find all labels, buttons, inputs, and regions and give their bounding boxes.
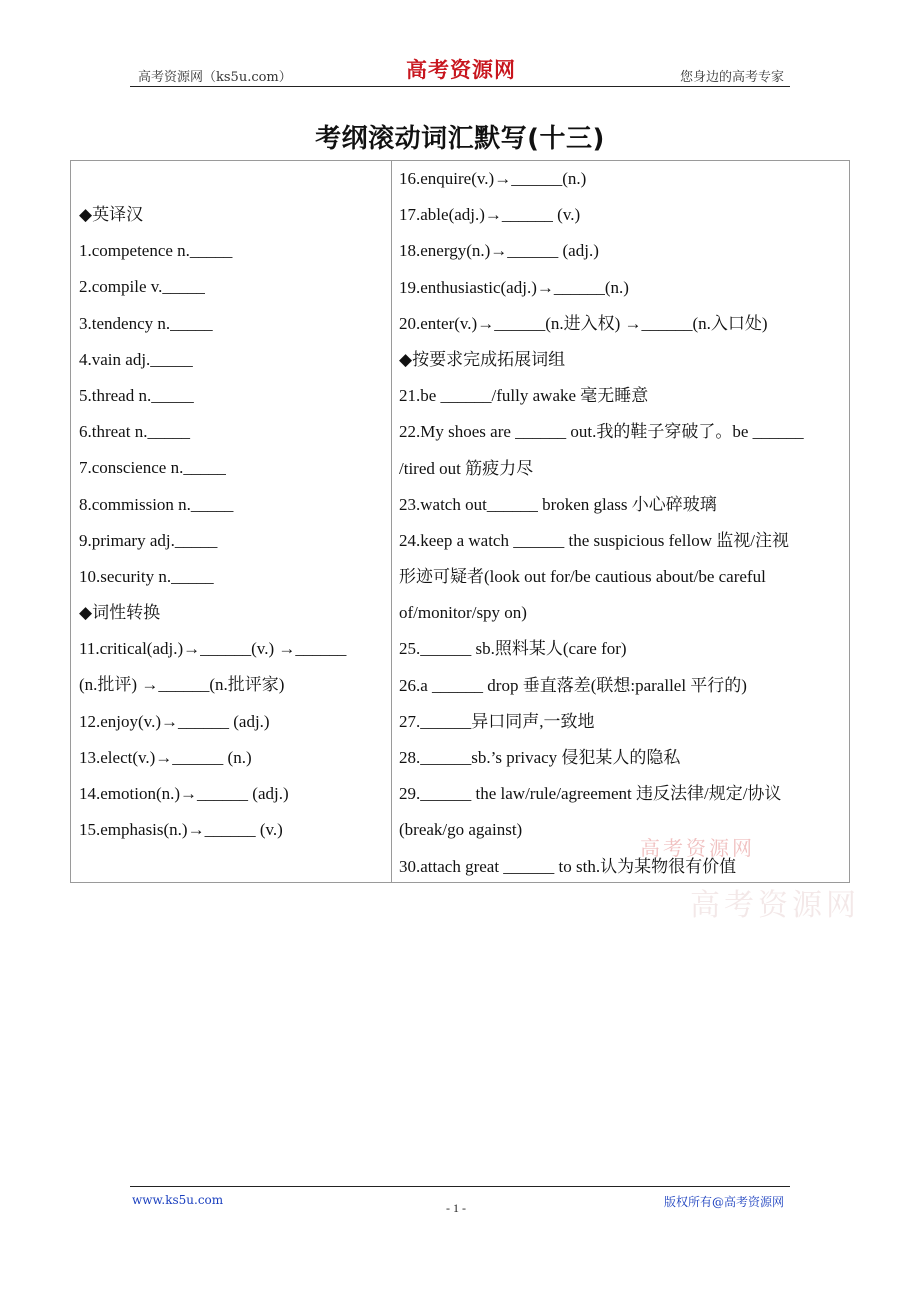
exercise-item: 25.______ sb.照料某人(care for)	[399, 639, 627, 659]
site-logo: 高考资源网	[406, 57, 516, 82]
exercise-item: 11.critical(adj.)→______(v.) →______	[79, 639, 347, 659]
exercise-item: 14.emotion(n.)→______ (adj.)	[79, 784, 289, 803]
exercise-item: 16.enquire(v.)→______(n.)	[399, 169, 587, 188]
page-title: 考纲滚动词汇默写(十三)	[315, 124, 605, 154]
watermark: 高考资源网	[690, 888, 860, 923]
exercise-item: 24.keep a watch ______ the suspicious fellow 监视/注视	[399, 530, 789, 550]
header-site-name: 高考资源网（ks5u.com）	[138, 70, 292, 85]
exercise-item: 26.a ______ drop 垂直落差(联想:parallel 平行的)	[399, 675, 747, 695]
exercise-item: 3.tendency n._____	[79, 313, 213, 333]
exercise-item: 17.able(adj.)→______ (v.)	[399, 205, 581, 225]
exercise-item: 19.enthusiastic(adj.)→______(n.)	[399, 277, 629, 297]
exercise-item: 8.commission n._____	[79, 494, 234, 514]
exercise-item: 27.______异口同声,一致地	[399, 711, 595, 731]
watermark-small: 高考资源网	[640, 836, 755, 860]
column-divider	[391, 161, 392, 882]
exercise-item: 18.energy(n.)→______ (adj.)	[399, 241, 599, 261]
exercise-item: 2.compile v._____	[79, 277, 205, 297]
exercise-item: 7.conscience n._____	[79, 458, 226, 478]
exercise-item-continued: of/monitor/spy on)	[399, 603, 527, 623]
exercise-item: 5.thread n._____	[79, 385, 194, 405]
page-footer	[130, 1186, 790, 1217]
left-column	[79, 197, 385, 848]
footer-site-link[interactable]: www.ks5u.com	[132, 1193, 224, 1207]
exercise-item: 13.elect(v.)→______ (n.)	[79, 747, 252, 767]
vocabulary-table	[70, 160, 850, 883]
exercise-item: 22.My shoes are ______ out.我的鞋子穿破了。be ______	[399, 422, 804, 442]
exercise-item-continued: 形迹可疑者(look out for/be cautious about/be careful	[399, 567, 766, 587]
page-number: - 1 -	[446, 1201, 466, 1215]
exercise-item: 10.security n._____	[79, 566, 214, 586]
exercise-item-continued: (n.批评) →______(n.批评家)	[79, 675, 285, 695]
footer-copyright: 版权所有@高考资源网	[663, 1195, 784, 1209]
exercise-item: 28.______sb.’s privacy 侵犯某人的隐私	[399, 748, 681, 767]
section-heading: ◆英译汉	[79, 205, 144, 224]
exercise-item: 1.competence n._____	[79, 241, 233, 261]
right-column	[399, 161, 845, 885]
exercise-item: 20.enter(v.)→______(n.进入权) →______(n.入口处)	[399, 313, 768, 333]
exercise-item: 15.emphasis(n.)→______ (v.)	[79, 820, 283, 840]
exercise-item-continued: /tired out 筋疲力尽	[399, 458, 534, 478]
section-heading: ◆词性转换	[79, 603, 161, 623]
exercise-item: 9.primary adj._____	[79, 530, 218, 550]
exercise-item: 21.be ______/fully awake 毫无睡意	[399, 386, 649, 406]
exercise-item-continued: (break/go against)	[399, 820, 523, 840]
exercise-item: 23.watch out______ broken glass 小心碎玻璃	[399, 494, 717, 514]
exercise-item: 12.enjoy(v.)→______ (adj.)	[79, 711, 270, 731]
exercise-item: 4.vain adj._____	[79, 349, 193, 369]
header-slogan: 您身边的高考专家	[679, 70, 784, 85]
exercise-item: 30.attach great ______ to sth.认为某物很有价值	[399, 856, 737, 876]
page-header	[130, 52, 790, 87]
section-heading: ◆按要求完成拓展词组	[399, 349, 566, 369]
exercise-item: 29.______ the law/rule/agreement 违反法律/规定/协议	[399, 784, 782, 804]
exercise-item: 6.threat n._____	[79, 422, 190, 442]
